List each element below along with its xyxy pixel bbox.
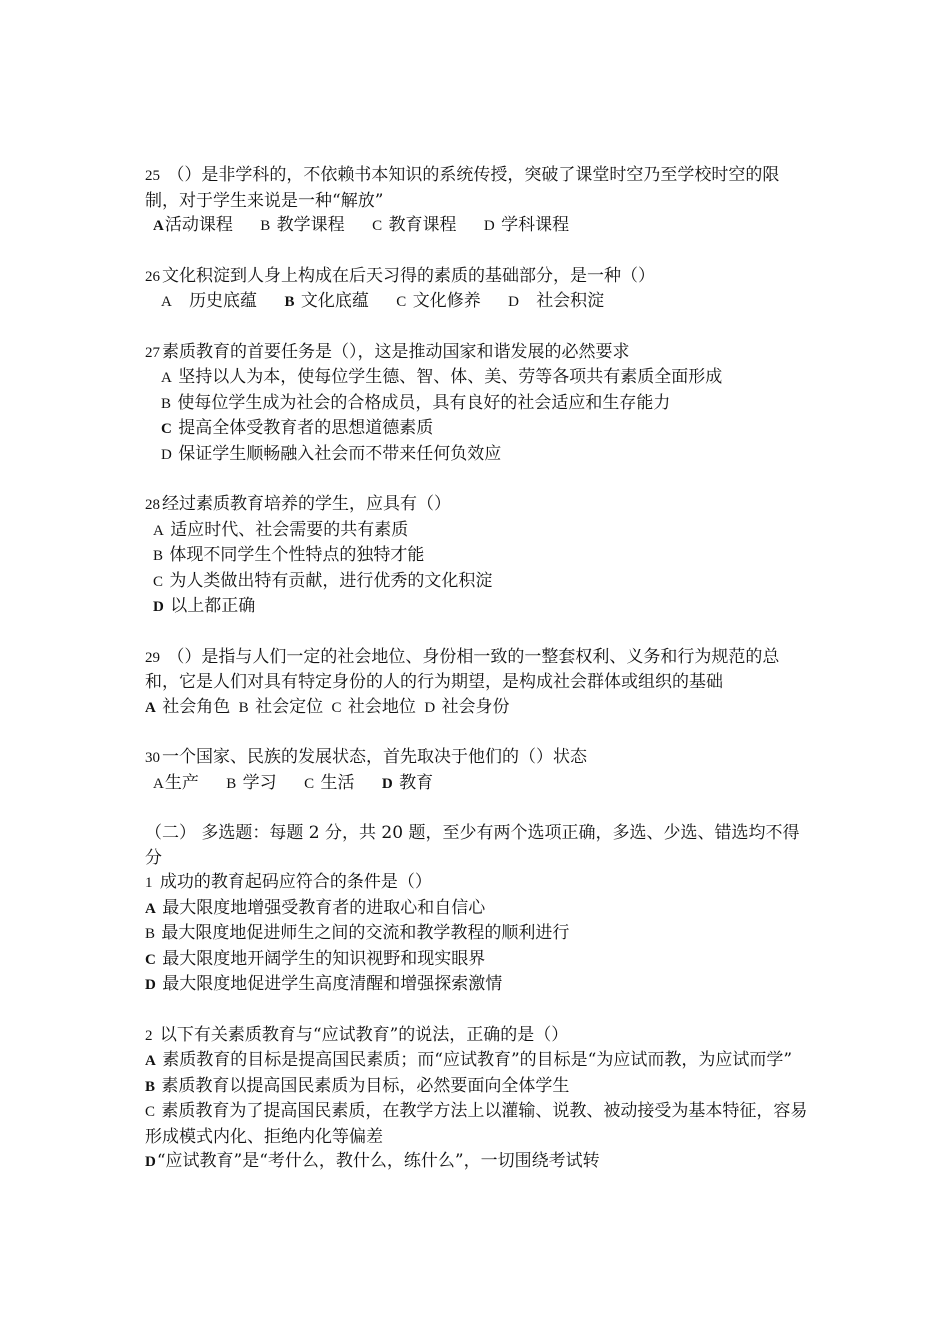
option-c[interactable]: C 教育课程 [372,215,457,235]
option-b[interactable]: B 使每位学生成为社会的合格成员，具有良好的社会适应和生存能力 [161,392,671,413]
option-b[interactable]: B 体现不同学生个性特点的独特才能 [153,545,425,565]
option-b[interactable]: B 社会定位 [238,696,324,717]
options-row [145,771,813,797]
question-stem: 25 （）是非学科的，不依赖书本知识的系统传授，突破了课堂时空乃至学校时空的限制，对于学生来说是一种“解放” [145,165,780,211]
question-number: 27 [145,344,160,361]
question-stem: 2 以下有关素质教育与“应试教育”的说法，正确的是（） [145,1024,569,1045]
question-26 [145,264,813,315]
question-number: 28 [145,497,160,513]
question-25 [145,163,813,239]
option-b[interactable]: B 学习 [226,772,277,793]
option-a[interactable]: A活动课程 [153,215,233,235]
option-a[interactable]: A 坚持以人为本，使每位学生德、智、体、美、劳等各项共有素质全面形成 [161,367,723,387]
option-c[interactable]: C 为人类做出特有贡献，进行优秀的文化积淀 [153,570,493,591]
option-d[interactable]: D 教育 [381,772,434,793]
option-d[interactable]: D 以上都正确 [153,596,256,616]
question-number: 30 [145,750,160,766]
option-a[interactable]: A 素质教育的目标是提高国民素质；而“应试教育”的目标是“为应试而教，为应试而学” [145,1050,793,1070]
question-stem: 1 成功的教育起码应符合的条件是（） [145,872,432,892]
option-b[interactable]: B 教学课程 [260,215,345,235]
options-row [145,289,813,315]
question-number: 25 [145,168,160,184]
option-a[interactable]: A生产 [153,772,199,793]
section-heading: （二） 多选题：每题 2 分，共 20 题，至少有两个选项正确，多选、少选、错选均不得分 [145,823,800,868]
option-c[interactable]: C 社会地位 [331,696,416,717]
option-c[interactable]: C 提高全体受教育者的思想道德素质 [161,418,434,438]
option-d[interactable]: D“应试教育”是“考什么，教什么，练什么”，一切围绕考试转 [145,1151,600,1171]
option-d[interactable]: D 保证学生顺畅融入社会而不带来任何负效应 [161,443,502,464]
question-number: 2 [145,1027,153,1044]
multi-choice-section [145,821,813,998]
option-c[interactable]: C 文化修养 [396,291,481,311]
question-stem: 27 素质教育的首要任务是（），这是推动国家和谐发展的必然要求 [145,341,630,362]
question-stem: 26 文化积淀到人身上构成在后天习得的素质的基础部分，是一种（） [145,265,655,286]
option-a[interactable]: A 最大限度地增强受教育者的进取心和自信心 [145,897,486,918]
option-c[interactable]: C 生活 [304,772,355,793]
question-29 [145,645,813,721]
question-number: 1 [145,875,153,891]
option-b[interactable]: B 文化底蕴 [284,291,369,311]
option-d[interactable]: D 社会身份 [424,696,510,717]
question-28 [145,492,813,620]
question-number: 29 [145,649,160,666]
question-30 [145,745,813,796]
options-row [145,695,813,721]
option-d[interactable]: D 最大限度地促进学生高度清醒和增强探索激情 [145,974,503,994]
question-number: 26 [145,268,160,285]
question-27 [145,340,813,468]
option-d[interactable]: D 社会积淀 [508,291,605,311]
option-a[interactable]: A 社会角色 [145,696,231,717]
question-stem: 28 经过素质教育培养的学生，应具有（） [145,494,451,514]
option-a[interactable]: A 历史底蕴 [161,291,258,311]
option-d[interactable]: D 学科课程 [483,215,570,235]
options-row [145,213,813,239]
question-stem: 30 一个国家、民族的发展状态，首先取决于他们的（）状态 [145,747,587,767]
multi-question-2 [145,1023,813,1175]
option-c[interactable]: C 最大限度地开阔学生的知识视野和现实眼界 [145,948,486,969]
option-b[interactable]: B 素质教育以提高国民素质为目标，必然要面向全体学生 [145,1075,570,1096]
option-a[interactable]: A 适应时代、社会需要的共有素质 [153,519,409,540]
option-b[interactable]: B 最大限度地促进师生之间的交流和教学教程的顺利进行 [145,923,570,943]
question-stem: 29 （）是指与人们一定的社会地位、身份相一致的一整套权利、义务和行为规范的总和，它是人们对具有特定身份的人的行为期望，是构成社会群体或组织的基础 [145,646,780,692]
document-page [145,163,813,1175]
option-c[interactable]: C 素质教育为了提高国民素质，在教学方法上以灌输、说教、被动接受为基本特征，容易形成模式内化、拒绝内化等偏差 [145,1101,808,1147]
